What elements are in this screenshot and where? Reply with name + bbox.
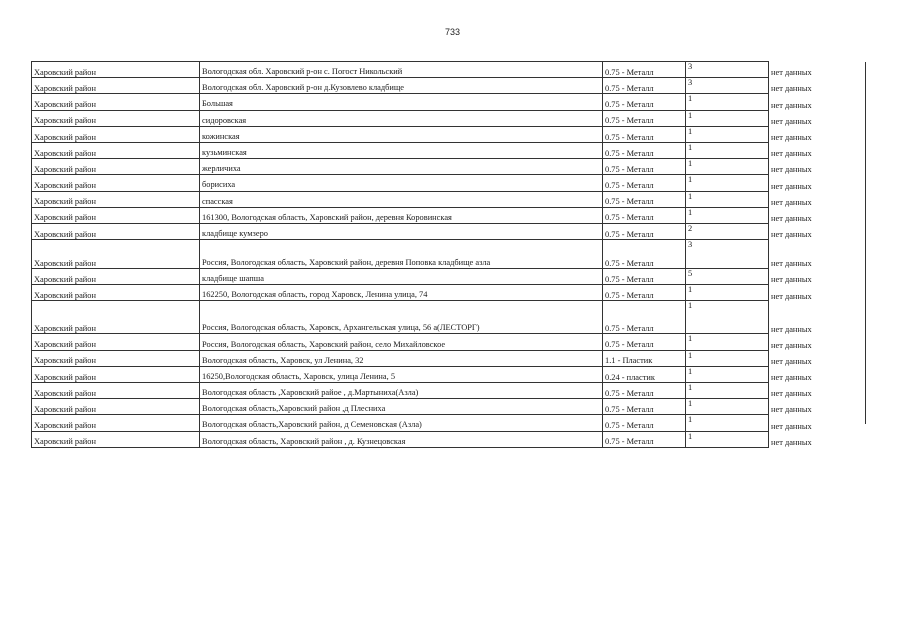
status-cell: нет данных [769, 399, 865, 415]
count-cell: 1 [686, 334, 769, 350]
district-cell: Харовский район [32, 110, 200, 126]
container-cell: 0.75 - Металл [603, 399, 686, 415]
district-cell: Харовский район [32, 366, 200, 382]
count-cell: 1 [686, 175, 769, 191]
status-cell: нет данных [769, 175, 865, 191]
container-cell: 0.75 - Металл [603, 285, 686, 301]
district-cell: Харовский район [32, 62, 200, 78]
district-cell: Харовский район [32, 223, 200, 239]
count-cell: 1 [686, 159, 769, 175]
district-cell: Харовский район [32, 269, 200, 285]
table-row [32, 383, 865, 399]
status-cell: нет данных [769, 415, 865, 431]
table-row [32, 207, 865, 223]
count-cell: 1 [686, 301, 769, 334]
table-row [32, 126, 865, 142]
address-cell: Большая [200, 94, 603, 110]
count-cell: 2 [686, 223, 769, 239]
status-cell: нет данных [769, 110, 865, 126]
table-row [32, 301, 865, 334]
container-cell: 0.75 - Металл [603, 415, 686, 431]
address-cell: борисиха [200, 175, 603, 191]
container-cell: 0.75 - Металл [603, 175, 686, 191]
address-cell: 16250,Вологодская область, Харовск, улица Ленина, 5 [200, 366, 603, 382]
table-row [32, 240, 865, 269]
count-cell: 3 [686, 62, 769, 78]
container-cell: 0.75 - Металл [603, 431, 686, 447]
container-cell: 0.75 - Металл [603, 240, 686, 269]
district-cell: Харовский район [32, 383, 200, 399]
container-sites-table [31, 61, 865, 448]
address-cell: сидоровская [200, 110, 603, 126]
count-cell: 1 [686, 399, 769, 415]
address-cell: жерличиха [200, 159, 603, 175]
table-row [32, 334, 865, 350]
page-number: 733 [444, 27, 461, 37]
table-row [32, 62, 865, 78]
count-cell: 1 [686, 350, 769, 366]
district-cell: Харовский район [32, 431, 200, 447]
count-cell: 1 [686, 285, 769, 301]
address-cell: Вологодская область, Харовск, ул Ленина, 32 [200, 350, 603, 366]
address-cell: кожинская [200, 126, 603, 142]
district-cell: Харовский район [32, 175, 200, 191]
container-cell: 0.75 - Металл [603, 94, 686, 110]
address-cell: Вологодская обл. Харовский р-он д.Кузовлево кладбище [200, 78, 603, 94]
status-cell: нет данных [769, 366, 865, 382]
table-row [32, 175, 865, 191]
container-cell: 0.75 - Металл [603, 62, 686, 78]
district-cell: Харовский район [32, 350, 200, 366]
status-cell: нет данных [769, 94, 865, 110]
district-cell: Харовский район [32, 78, 200, 94]
container-cell: 0.75 - Металл [603, 301, 686, 334]
container-cell: 0.75 - Металл [603, 223, 686, 239]
address-cell: 162250, Вологодская область, город Харовск, Ленина улица, 74 [200, 285, 603, 301]
address-cell: кладбище кумзеро [200, 223, 603, 239]
status-cell: нет данных [769, 240, 865, 269]
count-cell: 5 [686, 269, 769, 285]
status-cell: нет данных [769, 334, 865, 350]
district-cell: Харовский район [32, 415, 200, 431]
table-row [32, 269, 865, 285]
address-cell: спасская [200, 191, 603, 207]
right-margin-rule [865, 62, 866, 424]
table-row [32, 399, 865, 415]
table-row [32, 78, 865, 94]
container-cell: 0.75 - Металл [603, 78, 686, 94]
table-row [32, 94, 865, 110]
address-cell: 161300, Вологодская область, Харовский район, деревня Коровинская [200, 207, 603, 223]
container-cell: 0.75 - Металл [603, 191, 686, 207]
status-cell: нет данных [769, 383, 865, 399]
container-cell: 0.75 - Металл [603, 159, 686, 175]
count-cell: 1 [686, 191, 769, 207]
count-cell: 1 [686, 142, 769, 158]
address-cell: Россия, Вологодская область, Харовский район, деревня Поповка кладбище азла [200, 240, 603, 269]
container-cell: 0.75 - Металл [603, 110, 686, 126]
table-row [32, 366, 865, 382]
address-cell: Вологодская обл. Харовский р-он с. Погост Никольский [200, 62, 603, 78]
table-row [32, 159, 865, 175]
district-cell: Харовский район [32, 94, 200, 110]
district-cell: Харовский район [32, 142, 200, 158]
district-cell: Харовский район [32, 207, 200, 223]
table-row [32, 431, 865, 447]
status-cell: нет данных [769, 223, 865, 239]
address-cell: кладбище шапша [200, 269, 603, 285]
district-cell: Харовский район [32, 399, 200, 415]
status-cell: нет данных [769, 126, 865, 142]
container-cell: 0.75 - Металл [603, 207, 686, 223]
status-cell: нет данных [769, 350, 865, 366]
table-row [32, 110, 865, 126]
address-cell: Россия, Вологодская область, Харовский район, село Михайловское [200, 334, 603, 350]
address-cell: Вологодская область,Харовский район ,д Плесниха [200, 399, 603, 415]
address-cell: Вологодская область,Харовский район, д Семеновская (Азла) [200, 415, 603, 431]
status-cell: нет данных [769, 78, 865, 94]
table-row [32, 285, 865, 301]
district-cell: Харовский район [32, 285, 200, 301]
status-cell: нет данных [769, 301, 865, 334]
count-cell: 1 [686, 366, 769, 382]
address-cell: кузьминская [200, 142, 603, 158]
count-cell: 1 [686, 383, 769, 399]
status-cell: нет данных [769, 62, 865, 78]
container-cell: 0.24 - пластик [603, 366, 686, 382]
district-cell: Харовский район [32, 159, 200, 175]
count-cell: 3 [686, 240, 769, 269]
count-cell: 3 [686, 78, 769, 94]
status-cell: нет данных [769, 285, 865, 301]
container-cell: 0.75 - Металл [603, 126, 686, 142]
count-cell: 1 [686, 415, 769, 431]
table-row [32, 415, 865, 431]
district-cell: Харовский район [32, 191, 200, 207]
count-cell: 1 [686, 94, 769, 110]
table-row [32, 223, 865, 239]
table-body [32, 62, 865, 448]
status-cell: нет данных [769, 431, 865, 447]
count-cell: 1 [686, 207, 769, 223]
district-cell: Харовский район [32, 301, 200, 334]
district-cell: Харовский район [32, 240, 200, 269]
table-row [32, 191, 865, 207]
container-cell: 0.75 - Металл [603, 334, 686, 350]
count-cell: 1 [686, 110, 769, 126]
container-cell: 0.75 - Металл [603, 269, 686, 285]
address-cell: Вологодская область ,Харовский райое , д.Мартыниха(Азла) [200, 383, 603, 399]
address-cell: Вологодская область, Харовский район , д. Кузнецовская [200, 431, 603, 447]
status-cell: нет данных [769, 269, 865, 285]
address-cell: Россия, Вологодская область, Харовск, Архангельская улица, 56 а(ЛЕСТОРГ) [200, 301, 603, 334]
container-cell: 0.75 - Металл [603, 383, 686, 399]
container-cell: 0.75 - Металл [603, 142, 686, 158]
district-cell: Харовский район [32, 334, 200, 350]
table-row [32, 350, 865, 366]
count-cell: 1 [686, 431, 769, 447]
status-cell: нет данных [769, 159, 865, 175]
count-cell: 1 [686, 126, 769, 142]
status-cell: нет данных [769, 207, 865, 223]
status-cell: нет данных [769, 142, 865, 158]
district-cell: Харовский район [32, 126, 200, 142]
table-row [32, 142, 865, 158]
status-cell: нет данных [769, 191, 865, 207]
container-cell: 1.1 - Пластик [603, 350, 686, 366]
